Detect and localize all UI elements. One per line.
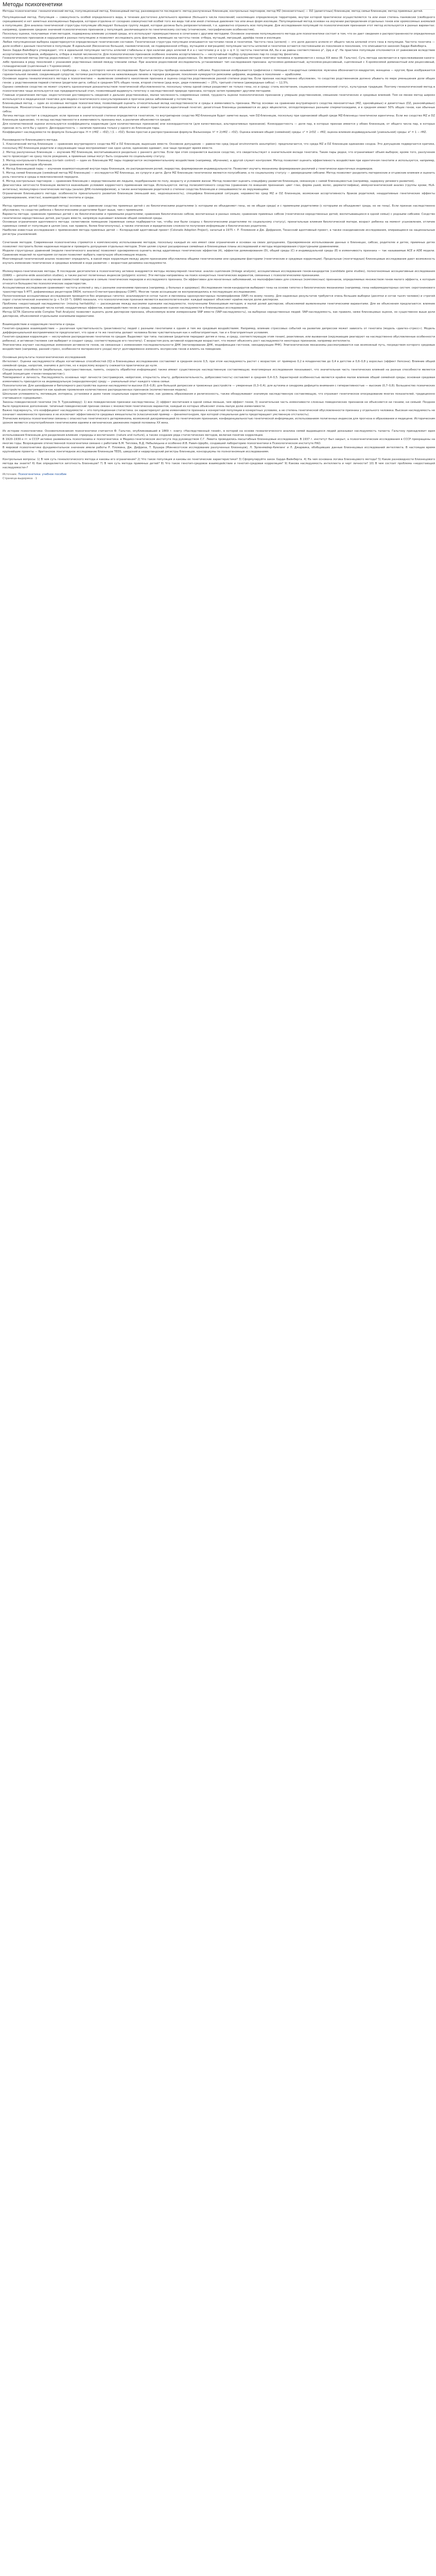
- paragraph: Контрольные вопросы: 1) В чем суть генеалогического метода и каковы его ограничения? 2) Что такое популяция и каковы ее генетические характеристики? 3) Сформулируйте закон Харди–Вайнберга. 4) На чем основана логика близнецового метода? 5) Какие разновидности близнецового метода вы знаете? 6) Как определяется зиготность близнецов? 7) В чем суть метода приемных детей? 8) Что такое генотип-средовое взаимодействие и генотип-средовая корреляция? 9) Какова наследуемость интеллекта и черт личности? 10) В чем состоит проблема «недостающей наследуемости»?: [3, 458, 435, 470]
- paragraph: Главные ограничения метода: недостаточная достоверность сведений о дальних родственниках, малая численность современных семей, трудность оценки психологических признаков у умерших родственников, смешение генетических и средовых влияний. Тем не менее метод широко используется в медицинской генетике для медико-генетического консультирования и прогноза риска заболеваний у потомства.: [3, 94, 435, 101]
- paragraph: Сочетание методов. Современная психогенетика стремится к комплексному использованию методов, поскольку каждый из них имеет свои ограничения и основан на своих допущениях. Одновременное использование данных о близнецах, сибсах, родителях и детях, приемных детях позволяет построить более надежные модели и проверить допущения отдельных методов. Этим целям служат расширенные семейные и близнецовые планы исследований и методы моделирования структурными уравнениями.: [3, 241, 435, 249]
- paragraph: Составление родословной начинается с пробанда — лица, с которого начато исследование. Братья и сестры пробанда называются сибсами. Родословная изображается графически с помощью стандартных символов: мужчина обозначается квадратом, женщина — кругом; брак изображается горизонтальной линией, соединяющей супругов; потомки располагаются на нижележащих линиях в порядке рождения; поколения нумеруются римскими цифрами, индивиды в поколении — арабскими.: [3, 69, 435, 77]
- paragraph: Из истории психогенетики. Основоположником психогенетики считается Ф. Гальтон, опубликовавший в 1869 г. книгу «Наследственный гений», в которой на основе генеалогического анализа семей выдающихся людей доказывал наследуемость таланта. Гальтону принадлежит идея использования близнецов для разделения влияния «природы и воспитания» (nature and nurture), а также создание ряда статистических методов, включая понятие корреляции.: [3, 429, 435, 437]
- paragraph: Основная задача генеалогического метода в психогенетике — выявление семейного накопления признака и оценка сходства родственников разной степени родства. Если признак наследственно обусловлен, то сходство родственников должно убывать по мере уменьшения доли общих генов: у родственников первой степени (родители–дети, сибсы) в среднем 50% общих генов, второй степени (дед–внук, дядя–племянник) — 25%, третьей степени (двоюродные сибсы) — 12,5%.: [3, 77, 435, 85]
- paragraph: Специальные способности (вербальные, пространственные, память, скорость обработки информации) также имеют существенную наследственную составляющую; многомерные исследования показывают, что значительная часть генетических влияний на разные способности является общей (концепция «генов-генералистов»).: [3, 368, 435, 376]
- source-label: Источник:: [3, 473, 18, 477]
- paragraph: Для количественной оценки используются коэффициенты корреляции (для количественных признаков) или конкордантности (для качественных, альтернативных признаков). Конкордантность — доля пар, в которых признак имеется у обоих близнецов, от общего числа пар, в которых признак есть хотя бы у одного. Дискордантность — наличие признака только у одного из близнецов пары.: [3, 122, 435, 130]
- paragraph: Генотип-средовая корреляция — неслучайное распределение генотипов по средам. Выделяют три типа: пассивная (родители передают детям и гены, и среду, соответствующую этим генам), реактивная, или вызванная (окружающие реагируют на наследственно обусловленные особенности ребенка), и активная (человек сам выбирает и создает среду, соответствующую его генотипу). С возрастом роль активной корреляции возрастает, что может объяснять рост наследуемости некоторых признаков, например интеллекта.: [3, 335, 435, 343]
- paragraph: 1. Классический метод близнецов — сравнение внутрипарного сходства MZ и DZ близнецов, выросших вместе. Основное допущение — равенство сред (equal environments assumption): предполагается, что среда MZ и DZ близнецов одинаково сходна. Это допущение подвергается критике, поскольку MZ близнецов родители и окружающие чаще воспринимают как одно целое, одинаково одевают, они чаще проводят время вместе.: [3, 143, 435, 150]
- paragraph: В 1920–1930-х гг. в СССР активно развивалась психотехника и психогенетика: в Медико-генетическом институте под руководством С.Г. Левита проводились масштабные близнецовые исследования. В 1937 г. институт был закрыт, а психогенетические исследования в СССР прекращены на многие годы. Возрождение отечественной психогенетики связано с работами Б.М. Теплова, В.Д. Небылицына и особенно И.В. Равич-Щербо, создавшей лабораторию психогенетики в Психологическом институте РАО.: [3, 437, 435, 445]
- paragraph: Коэффициент наследуемости по формуле Хольцингера: H = (rMZ − rDZ) / (1 − rDZ). Более простая и распространенная формула Фальконера: h² = 2(rMZ − rDZ). Оценка влияния общей (семейной) среды: c² = 2rDZ − rMZ; оценка влияния индивидуальной (уникальной) среды: e² = 1 − rMZ.: [3, 130, 427, 134]
- paragraph: Закон Харди–Вайнберга утверждает, что в идеальной популяции частоты аллелей стабильны и при наличии двух аллелей A и a с частотами p и q (p + q = 1) частоты генотипов AA, Aa и aa равны соответственно p², 2pq и q². На практике популяции отклоняются от равновесия вследствие ассортативности браков, инбридинга, отбора и малой численности. Для психологических признаков особенно значима ассортативность — неслучайный подбор супружеских пар по сходству фенотипа.: [3, 48, 435, 56]
- paragraph: 4. Метод близнецовой пары — изучение взаимоотношений внутри пары близнецов, их распределения ролей, лидерства, формирования индивидуальности. Позволяет изучить механизмы формирования различий у генетически идентичных индивидов.: [3, 167, 373, 171]
- paragraph: 6. Метод контрольных партнеров — сравнение близнецов с неродственными им людьми, подобранными по полу, возрасту и условиям жизни. Метод позволяет оценить специфику развития близнецов, связанную с самой близнецовостью (например, задержку речевого развития).: [3, 180, 415, 183]
- paragraph: 3. Метод контрольного близнеца (co-twin control) — один из близнецов MZ пары подвергается экспериментальному воздействию (например, обучению), а другой служит контролем. Метод позволяет оценить эффективность воздействия при идентичном генотипе и используется, например, для сравнения методов обучения.: [3, 159, 435, 167]
- paragraph: 2. Метод разлученных близнецов — изучение MZ близнецов, воспитывавшихся раздельно с раннего детства. Если при этом сохраняется высокое сходство, это свидетельствует о значительном вкладе генотипа. Такие пары редки, что ограничивает объем выборок; кроме того, разлучение часто происходит не сразу после рождения, а приемные семьи могут быть сходными по социальному статусу.: [3, 151, 435, 159]
- paragraph: Близнецовый метод — один из основных методов психогенетики, позволяющий оценить относительный вклад наследственности и среды в изменчивость признака. Метод основан на сравнении внутрипарного сходства монозиготных (MZ, однояйцевых) и дизиготных (DZ, разнояйцевых) близнецов. Монозиготные близнецы развиваются из одной оплодотворенной яйцеклетки и имеют практически идентичный генотип; дизиготные близнецы развиваются из двух яйцеклеток, оплодотворенных разными сперматозоидами, и в среднем имеют 50% общих генов, как обычные сибсы.: [3, 101, 435, 113]
- paragraph: Школьная успеваемость, мотивация, интересы, установки и даже такие социальные характеристики, как уровень образования и религиозность, также обнаруживают значимую наследственную составляющую, что отражает генетическое опосредование многих показателей, традиционно считавшихся «средовыми».: [3, 393, 435, 400]
- page-label: Страница-выдержка · 1: [3, 477, 37, 481]
- paragraph: Молекулярно-генетические методы. В последние десятилетия в психогенетику активно внедряются методы молекулярной генетики: анализ сцепления (linkage analysis), ассоциативные исследования генов-кандидатов (candidate gene studies), полногеномные ассоциативные исследования (GWAS — genome-wide association studies), а также расчет полигенных индексов (polygenic scores). Эти методы направлены на поиск конкретных генетических вариантов, связанных с психологическими признаками.: [3, 269, 435, 277]
- paragraph: Модели структурных уравнений (модели генетического анализа) позволяют одновременно оценить вклад аддитивных генетических эффектов (A), эффектов доминирования (D), общей среды (C) и индивидуальной среды (E) в изменчивость признака — так называемые ACE и ADE модели. Сравнение моделей по критериям согласия позволяет выбрать наилучшую объясняющую модель.: [3, 249, 435, 257]
- paragraph: Диагностика зиготности близнецов является важнейшим условием корректного применения метода. Используются: метод полисимптомного сходства (сравнение по внешним признакам: цвет глаз, форма ушей, волос, дерматоглифика), иммуногенетический анализ (группы крови, HLA-антигены), молекулярно-генетические методы (анализ ДНК-полиморфизмов), а также анкетирование родителей о степени сходства близнецов и смешиваемости их окружающими.: [3, 183, 435, 191]
- source-link[interactable]: Психогенетика: учебное пособие: [18, 473, 67, 477]
- paragraph: Логика метода состоит в следующем: если признак в значительной степени определяется генотипом, то внутрипарное сходство MZ-близнецов будет заметно выше, чем DZ-близнецов, поскольку при одинаковой общей среде MZ-близнецы генетически идентичны. Если же сходство MZ и DZ близнецов одинаково, то вклад наследственности в изменчивость признака мал, а различия объясняются средой.: [3, 114, 435, 122]
- paragraph: В мировой психогенетике фундаментальное значение имели работы Р. Пломина, Дж. Дефриза, Т. Бушара (Миннесотское исследование разлученных близнецов), Л. Эрленмейер-Кимлинг и Л. Джарвика, обобщивших данные близнецовых исследований интеллекта. В настоящее время крупнейшие проекты — британское лонгитюдное исследование близнецов TEDS, шведский и нидерландский регистры близнецов, консорциумы по полногеномным исследованиям.: [3, 446, 435, 453]
- section-heading: Разновидности близнецового метода.: [3, 139, 58, 142]
- paragraph: Наиболее известные исследования с применением метода приемных детей — Колорадский адоптивный проект (Colorado Adoption Project), начатый в 1975 г. Р. Пломином и Дж. Дефризом, Техасский адоптивный проект, а также скандинавские исследования, опирающиеся на национальные регистры усыновлений.: [3, 229, 435, 236]
- paragraph: Анализ сцепления основан на изучении совместной передачи в семьях генетических маркеров и исследуемого признака. Он эффективен для моногенных заболеваний, но малоэффективен для сложных (комплексных) признаков, определяемых множеством генов малого эффекта, к которым относится большинство психологических характеристик.: [3, 278, 435, 285]
- document-page: [0, 0, 436, 486]
- section-heading: Взаимодействие и корреляция генотипа и среды.: [3, 323, 76, 327]
- paragraph: 5. Метод семей близнецов (семейный метод MZ близнецов) — исследуются MZ близнецы, их супруги и дети. Дети MZ близнецов генетически являются полусибсами, а по социальному статусу — двоюродными сибсами. Метод позволяет разделить материнские и отцовские влияния и оценить роль генотипа и среды в межпоколенной передаче.: [3, 172, 435, 179]
- paragraph: Любая популяционная выборка характеризуется определенным генетическим составом. Генетическая структура популяции описывается частотами генов и генотипов. Частота гена (аллеля) — это доля данного аллеля от общего числа аллелей этого гена в популяции. Частота генотипа — доля особей с данным генотипом в популяции. В идеальной (бесконечно большой, панмиктической, не подверженной отбору, мутациям и миграциям) популяции частоты аллелей и генотипов остаются постоянными из поколения в поколение, что описывается законом Харди–Вайнберга.: [3, 40, 435, 48]
- paragraph: Интеллект. Оценки наследуемости общих когнитивных способностей (IQ) в близнецовых исследованиях составляют в среднем около 0,5; при этом наследуемость растет с возрастом: от примерно 0,2 в младенчестве до 0,4 в детстве и 0,6–0,8 у взрослых (эффект Уилсона). Влияние общей семейной среды, напротив, значимо в детстве, но к взрослому возрасту снижается практически до нуля.: [3, 360, 435, 367]
- paragraph: Многомерный генетический анализ позволяет определить, в какой мере корреляция между двумя признаками обусловлена общими генетическими или средовыми факторами (генетические и средовые корреляции). Продольные (лонгитюдные) близнецовые исследования дают возможность изучать изменение генетических и средовых влияний в ходе развития — возрастная динамика наследуемости.: [3, 258, 435, 265]
- paragraph: Этические вопросы психогенетики связаны с опасностью генетического детерминизма, возможной дискриминацией по генетическим признакам, конфиденциальностью генетической информации, использованием полигенных индексов для прогноза в образовании и медицине. Историческим уроком являются злоупотребления генетическими идеями в евгенических движениях первой половины XX века.: [3, 417, 435, 425]
- paragraph: Проблема «недостающей наследуемости» (missing heritability) — расхождение между высокими оценками наследуемости, полученными близнецовым методом, и малой долей дисперсии, объясняемой выявленными генетическими вариантами. Для ее объяснения предлагаются: влияние редких вариантов, вариаций числа копий, неаддитивных эффектов, взаимодействия генов и среды, завышение оценок наследуемости в близнецовых исследованиях.: [3, 302, 435, 310]
- paragraph: Поскольку оценки, получаемые этим методом, подвержены влиянию условий среды, его используют преимущественно в сочетании с другими методами. Основное значение популяционного метода для психогенетики состоит в том, что он дает сведения о распространенности определенных психологических признаков и нарушений в разных популяциях и позволяет исследовать роль факторов, влияющих на частоты генов: отбора, мутаций, миграций, дрейфа генов и изоляции.: [3, 32, 435, 40]
- paragraph: Ограничения близнецового метода: особенности пренатального развития близнецов (меньший вес, недоношенность), специфика близнецовой ситуации, неравенство сред MZ и DZ близнецов, возможная ассортативность браков родителей, неаддитивные генетические эффекты (доминирование, эпистаз), взаимодействие генотипа и среды.: [3, 192, 435, 199]
- paragraph: Метод приемных детей (адоптивный метод) основан на сравнении сходства приемных детей с их биологическими родителями (с которыми их объединяют гены, но не общая среда) и с приемными родителями (с которыми их объединяет среда, но не гены). Если признак наследственно обусловлен, то сходство ребенка с биологическими родителями будет выше, чем с приемными.: [3, 204, 435, 212]
- paragraph: Основные ограничения адоптивного метода: селективное помещение (приемные семьи подбираются так, чтобы они были сходны с биологическими родителями по социальному статусу), пренатальные влияния биологической матери, возраст ребенка на момент усыновления, отличие приемных семей от популяции в целом (они, как правило, более благополучны), а также этические и юридические сложности получения информации о биологических родителях.: [3, 221, 435, 228]
- section-heading: Основные результаты психогенетических исследований.: [3, 355, 86, 359]
- paragraph: Эпигенетика изучает наследуемые изменения активности генов, не связанные с изменением последовательности ДНК (метилирование ДНК, модификации гистонов, некодирующие РНК). Эпигенетические механизмы рассматриваются как возможный путь, посредством которого средовые воздействия (например, ранний стресс, особенности материнского ухода) могут долговременно изменять экспрессию генов и влиять на поведение.: [3, 343, 435, 351]
- paragraph: Методы психогенетики: генеалогический метод, популяционный метод, близнецовый метод; разновидности последнего: метод разлученных близнецов, контрольных партнеров; метод MZ (монозиготных) — DZ (дизиготных) близнецов; метод семьи близнецов; метод приемных детей.: [3, 10, 423, 13]
- page-footer: [3, 472, 435, 481]
- page-title: Методы психогенетики: [3, 1, 435, 10]
- paragraph: Полногеномные ассоциативные исследования проводятся без априорных гипотез: анализируются сотни тысяч и миллионы однонуклеотидных полиморфизмов (SNP) по всему геному. Для надежных результатов требуются очень большие выборки (десятки и сотни тысяч человек) и строгий порог статистической значимости (p < 5×10⁻⁸). GWAS показали, что психологические признаки являются высокополигенными: каждый вариант объясняет крайне малую долю дисперсии.: [3, 294, 435, 302]
- paragraph: Однако семейное сходство не может служить однозначным доказательством генетической обусловленности, поскольку члены одной семьи разделяют не только гены, но и среду: стиль воспитания, социально-экономический статус, культурные традиции. Поэтому генеалогический метод в психогенетике чаще используется как предварительный этап, позволяющий выдвинуть гипотезу о наследственной природе признака, которую затем проверяют другими методами.: [3, 86, 435, 93]
- paragraph: Ассоциативные исследования сравнивают частоты аллелей у лиц с разными значениями признака (например, у больных и здоровых). Исследования генов-кандидатов выбирают гены на основе гипотез о биологических механизмах (например, гены нейромедиаторных систем: серотонинового транспортера 5-HTT, дофаминовых рецепторов DRD4, катехол-О-метилтрансферазы COMT). Многие такие ассоциации не воспроизводились в последующих исследованиях.: [3, 286, 435, 294]
- paragraph: Важно подчеркнуть, что коэффициент наследуемости — это популяционная статистика: он характеризует долю изменчивости признака в конкретной популяции в конкретных условиях, а не степень генетической обусловленности признака у отдельного человека. Высокая наследуемость не означает неизменности признака и не исключает эффективности средовых вмешательств (классический пример — фенилкетонурия, при которой специальная диета предотвращает умственную отсталость).: [3, 409, 435, 417]
- article-body: [3, 10, 435, 470]
- paragraph: Генеалогический метод (метод родословных) — метод исследования наследственности путем составления и анализа родословных. Он является одним из старейших методов генетики человека и применяется с конца XIX века (Ф. Гальтон). Суть метода заключается в прослеживании какого-либо признака в ряду поколений с указанием родственных связей между членами семьи. При анализе родословной исследователь устанавливает тип наследования признака: аутосомно-доминантный, аутосомно-рецессивный, сцепленный с X-хромосомой доминантный или рецессивный, голандрический (сцепленный с Y-хромосомой).: [3, 57, 435, 69]
- paragraph: Генотип-средовое взаимодействие — различная чувствительность (реактивность) людей с разными генотипами к одним и тем же средовым воздействиям. Например, влияние стрессовых событий на развитие депрессии может зависеть от генотипа (модель «диатез–стресс»). Модель дифференциальной восприимчивости предполагает, что одни и те же генотипы делают человека более чувствительным как к неблагоприятным, так и к благоприятным условиям.: [3, 327, 435, 335]
- paragraph: Психопатология. Для шизофрении и биполярного расстройства оценки наследуемости высоки (0,6–0,8); для большой депрессии и тревожных расстройств — умеренные (0,3–0,4); для аутизма и синдрома дефицита внимания с гиперактивностью — высокие (0,7–0,8). Большинство психических расстройств рассматриваются как крайние проявления количественно распределенных признаков (количественная модель).: [3, 384, 435, 392]
- paragraph: Метод GCTA (Genome-wide Complex Trait Analysis) позволяет оценить долю дисперсии признака, объясняемую всеми измеренными SNP вместе (SNP-наследуемость), на выборках неродственных людей. SNP-наследуемость, как правило, ниже близнецовых оценок, но существенно выше доли дисперсии, объясняемой отдельными значимыми вариантами.: [3, 311, 435, 318]
- paragraph: Законы поведенческой генетики (по Э. Туркхаймеру): 1) все поведенческие признаки наследственны; 2) эффект воспитания в одной семье меньше, чем эффект генов; 3) значительная часть изменчивости сложных поведенческих признаков не объясняется ни генами, ни семьей. Позднее было предложено дополнение: типичный поведенческий признак связан с множеством генетических вариантов, каждый из которых объясняет очень малую долю изменчивости.: [3, 401, 435, 409]
- paragraph: Варианты метода: сравнение приемных детей с их биологическими и приемными родителями; сравнение биологических сибсов, воспитанных в разных семьях; сравнение приемных сибсов (генетически неродственных детей, воспитывающихся в одной семье) с родными сибсами. Сходство генетически неродственных детей, растущих вместе, напрямую оценивает влияние общей семейной среды.: [3, 212, 435, 220]
- paragraph: Темперамент и личность. Наследуемость основных черт личности (экстраверсия, нейротизм, открытость опыту, доброжелательность, добросовестность) составляет в среднем 0,4–0,5. Характерной особенностью является крайне малое влияние общей семейной среды; основная средовая изменчивость приходится на индивидуальную (неразделенную) среду — уникальный опыт каждого члена семьи.: [3, 376, 435, 384]
- paragraph: Популяционный метод. Популяция — совокупность особей определенного вида, в течение достаточно длительного времени (большого числа поколений) населяющих определенную территорию, внутри которой практически осуществляется та или иная степень панмиксии (свободного скрещивания) и нет заметных изоляционных барьеров, которая отделена от соседних совокупностей особей того же вида той или иной степенью давления тех или иных форм изоляции. Популяционный метод основан на изучении распределения отдельных генов или хромосомных аномалий в популяциях. Для анализа генетической структуры популяции обследуют большую группу людей, которая должна быть репрезентативной, т.е. адекватно отражать всю популяцию. Для исследования популяций по психологическим признакам этот метод используется в разных вариантах: например, сравнение средних значений психологических признаков у популяций, различающихся по генетическому составу (этническим, географическим особенностям).: [3, 15, 435, 31]
